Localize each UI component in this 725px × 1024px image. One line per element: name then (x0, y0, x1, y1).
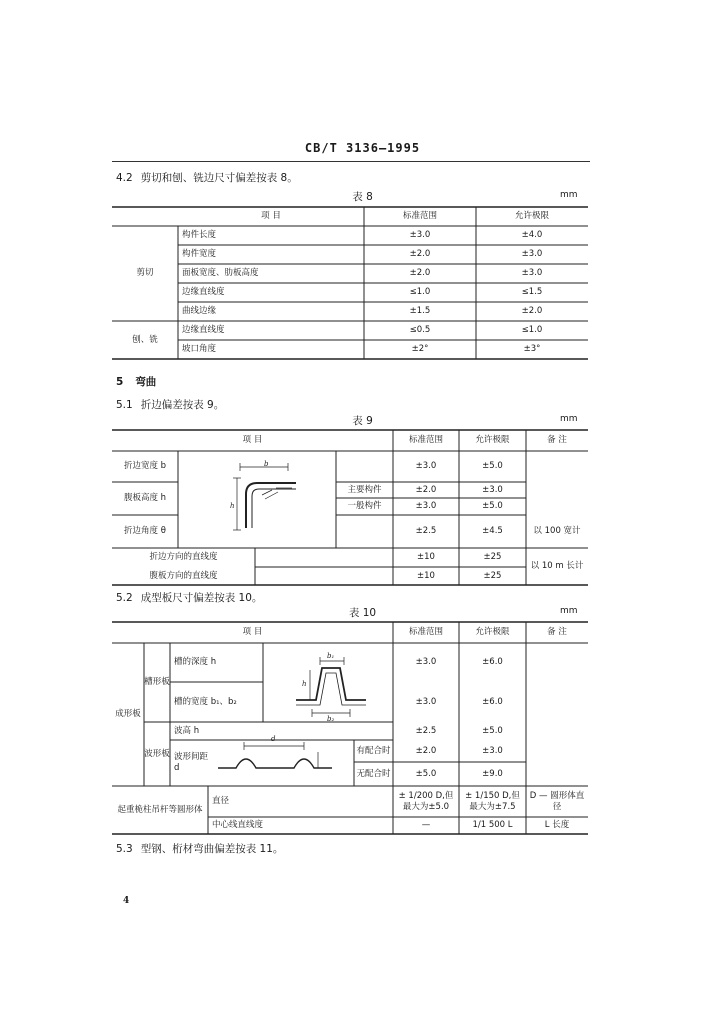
table8-row-tol: ±3.0 (521, 249, 543, 260)
table9-std: ±3.0 (415, 461, 437, 472)
table8-row-item: 坡口角度 (182, 344, 217, 355)
table10-std: ±2.0 (415, 745, 437, 756)
table10-group-formed-plate: 成形板 (115, 709, 141, 720)
clause-number: 5.3 (116, 843, 133, 855)
clause-text: 折边偏差按表 9。 (140, 399, 225, 411)
table9-std: ±3.0 (415, 501, 437, 512)
clause-5-1 (116, 397, 224, 412)
table10-header-tol: 允许极限 (475, 627, 510, 638)
diameter-tol-line2: 最大为±7.5 (469, 801, 516, 812)
table9-note-length: 以 10 m 长计 (530, 561, 584, 572)
table9-tol: ±25 (483, 552, 502, 563)
table9-tol: ±5.0 (482, 461, 503, 472)
table10-tol: ±3.0 (482, 745, 503, 756)
diameter-std-line1: ± 1/200 D,但 (398, 790, 454, 801)
table10-with-fit: 有配合时 (356, 745, 391, 756)
table8-group-shear: 剪切 (136, 268, 154, 279)
table8-row-std: ≤1.0 (409, 287, 431, 298)
table10-std: ±3.0 (415, 657, 437, 668)
clause-text: 型钢、桁材弯曲偏差按表 11。 (140, 843, 284, 855)
clause-number: 4.2 (116, 172, 133, 184)
table8-row-item: 面板宽度、肋板高度 (182, 268, 259, 279)
table10-centerline-tol: 1/1 500 L (472, 820, 513, 831)
clause-number: 5.2 (116, 592, 133, 604)
table10-wave-pitch: 波形间距 d (174, 752, 209, 773)
table10-diameter-std (393, 786, 459, 817)
table8-caption: 表 8 (352, 191, 373, 203)
table10-centerline: 中心线直线度 (212, 820, 264, 831)
table8-row-item: 构件长度 (182, 230, 217, 241)
table8-row-item: 边缘直线度 (182, 325, 225, 336)
diameter-std-line2: 最大为±5.0 (402, 801, 450, 812)
table9-std: ±2.5 (415, 526, 437, 537)
table8-row-std: ±2.0 (409, 268, 431, 279)
table9-straightness-web: 腹板方向的直线度 (149, 570, 218, 581)
table9-straightness-flange: 折边方向的直线度 (149, 552, 218, 563)
table8-row-tol: ±3.0 (521, 268, 543, 279)
section-5-heading (116, 374, 156, 389)
table10-trough-width: 槽的宽度 b₁、b₂ (174, 696, 237, 707)
figure-label-b1: b₁ (327, 652, 335, 660)
table9-web-height-label: 腹板高度 h (123, 493, 167, 504)
table8-header-std: 标准范围 (402, 211, 437, 222)
table10-unit: mm (560, 606, 578, 616)
table8-row-tol: ≤1.0 (521, 325, 543, 336)
table8-header-item: 项 目 (261, 211, 281, 222)
table10-std: ±2.5 (415, 725, 437, 736)
table9-std: ±2.0 (415, 484, 437, 495)
table10-tol: ±6.0 (482, 696, 503, 707)
table10-tol: ±6.0 (482, 657, 503, 668)
table9-header-tol: 允许极限 (475, 435, 510, 446)
table9-std: ±10 (417, 552, 435, 563)
table10-without-fit: 无配合时 (356, 768, 391, 779)
figure-label-h: h (230, 502, 235, 510)
clause-text: 剪切和刨、铣边尺寸偏差按表 8。 (140, 172, 298, 184)
table8-row-std: ±1.5 (409, 306, 431, 317)
table8-row-tol: ±3° (523, 344, 541, 355)
table10-caption: 表 10 (348, 607, 377, 619)
table9-tol: ±25 (483, 570, 502, 581)
table9-note-width: 以 100 宽计 (533, 526, 581, 537)
table8-row-std: ±2° (411, 344, 429, 355)
table10-diameter-note: D — 圆形体直径 (529, 790, 585, 812)
table8-row-tol: ≤1.5 (521, 287, 543, 298)
table9-tol: ±4.5 (482, 526, 503, 537)
table9-unit: mm (560, 414, 578, 424)
table8-unit: mm (560, 190, 578, 200)
table8-row-item: 曲线边缘 (182, 306, 217, 317)
table9-main-member: 主要构件 (347, 484, 382, 495)
table8-row-std: ≤0.5 (409, 325, 431, 336)
table8-group-plane: 刨、铣 (132, 334, 158, 345)
document-header: CB/T 3136—1995 (304, 141, 421, 155)
clause-text: 成型板尺寸偏差按表 10。 (140, 592, 263, 604)
table9-std: ±10 (417, 570, 435, 581)
clause-5-3 (116, 841, 283, 856)
diameter-tol-line1: ± 1/150 D,但 (465, 790, 520, 801)
table10-round-body: 起重桅柱吊杆等圆形体 (117, 804, 203, 815)
table9-tol: ±5.0 (482, 501, 503, 512)
figure-label-trough-h: h (302, 680, 307, 688)
wave-profile-figure (218, 742, 332, 768)
clause-5-2 (116, 590, 262, 605)
table10-diameter: 直径 (212, 796, 230, 807)
table9-tol: ±3.0 (482, 484, 503, 495)
table10-group-trough: 槽形板 (144, 677, 170, 688)
table8-row-tol: ±2.0 (521, 306, 543, 317)
table10-tol: ±9.0 (482, 768, 503, 779)
table10-header-item: 项 目 (242, 627, 263, 638)
table10-trough-depth: 槽的深度 h (174, 657, 217, 668)
table9-header-item: 项 目 (242, 435, 263, 446)
table8-header-tol: 允许极限 (514, 211, 549, 222)
table9-caption: 表 9 (352, 415, 373, 427)
table10-tol: ±5.0 (482, 725, 503, 736)
table9-flange-width-label: 折边宽度 b (123, 461, 167, 472)
table10-centerline-note: L 长度 (544, 820, 570, 831)
figure-label-b2: b₂ (327, 715, 335, 723)
table8-row-tol: ±4.0 (521, 230, 543, 241)
table8-row-std: ±3.0 (409, 230, 431, 241)
table9-flange-angle-label: 折边角度 θ (124, 526, 166, 537)
table10-std: ±5.0 (415, 768, 437, 779)
section-title: 弯曲 (135, 376, 157, 388)
table10-group-wave: 波形板 (144, 748, 170, 759)
table8-row-std: ±2.0 (409, 249, 431, 260)
clause-number: 5.1 (116, 399, 133, 411)
table10-header-std: 标准范围 (408, 627, 443, 638)
figure-label-d: d (271, 735, 276, 743)
table9-header-std: 标准范围 (408, 435, 443, 446)
figure-label-b: b (264, 460, 269, 468)
table10-std: ±3.0 (415, 696, 437, 707)
table10-wave-height: 波高 h (174, 725, 200, 736)
table8-row-item: 构件宽度 (182, 249, 217, 260)
table9-general-member: 一般构件 (347, 501, 382, 512)
flange-bend-figure (233, 463, 296, 530)
page-number: 4 (123, 896, 130, 906)
table9-header-note: 备 注 (547, 435, 567, 446)
table10-diameter-tol (459, 786, 526, 817)
table10-header-note: 备 注 (547, 627, 567, 638)
table8-row-item: 边缘直线度 (182, 287, 225, 298)
section-number: 5 (116, 376, 124, 388)
table10-centerline-std: — (421, 820, 431, 831)
